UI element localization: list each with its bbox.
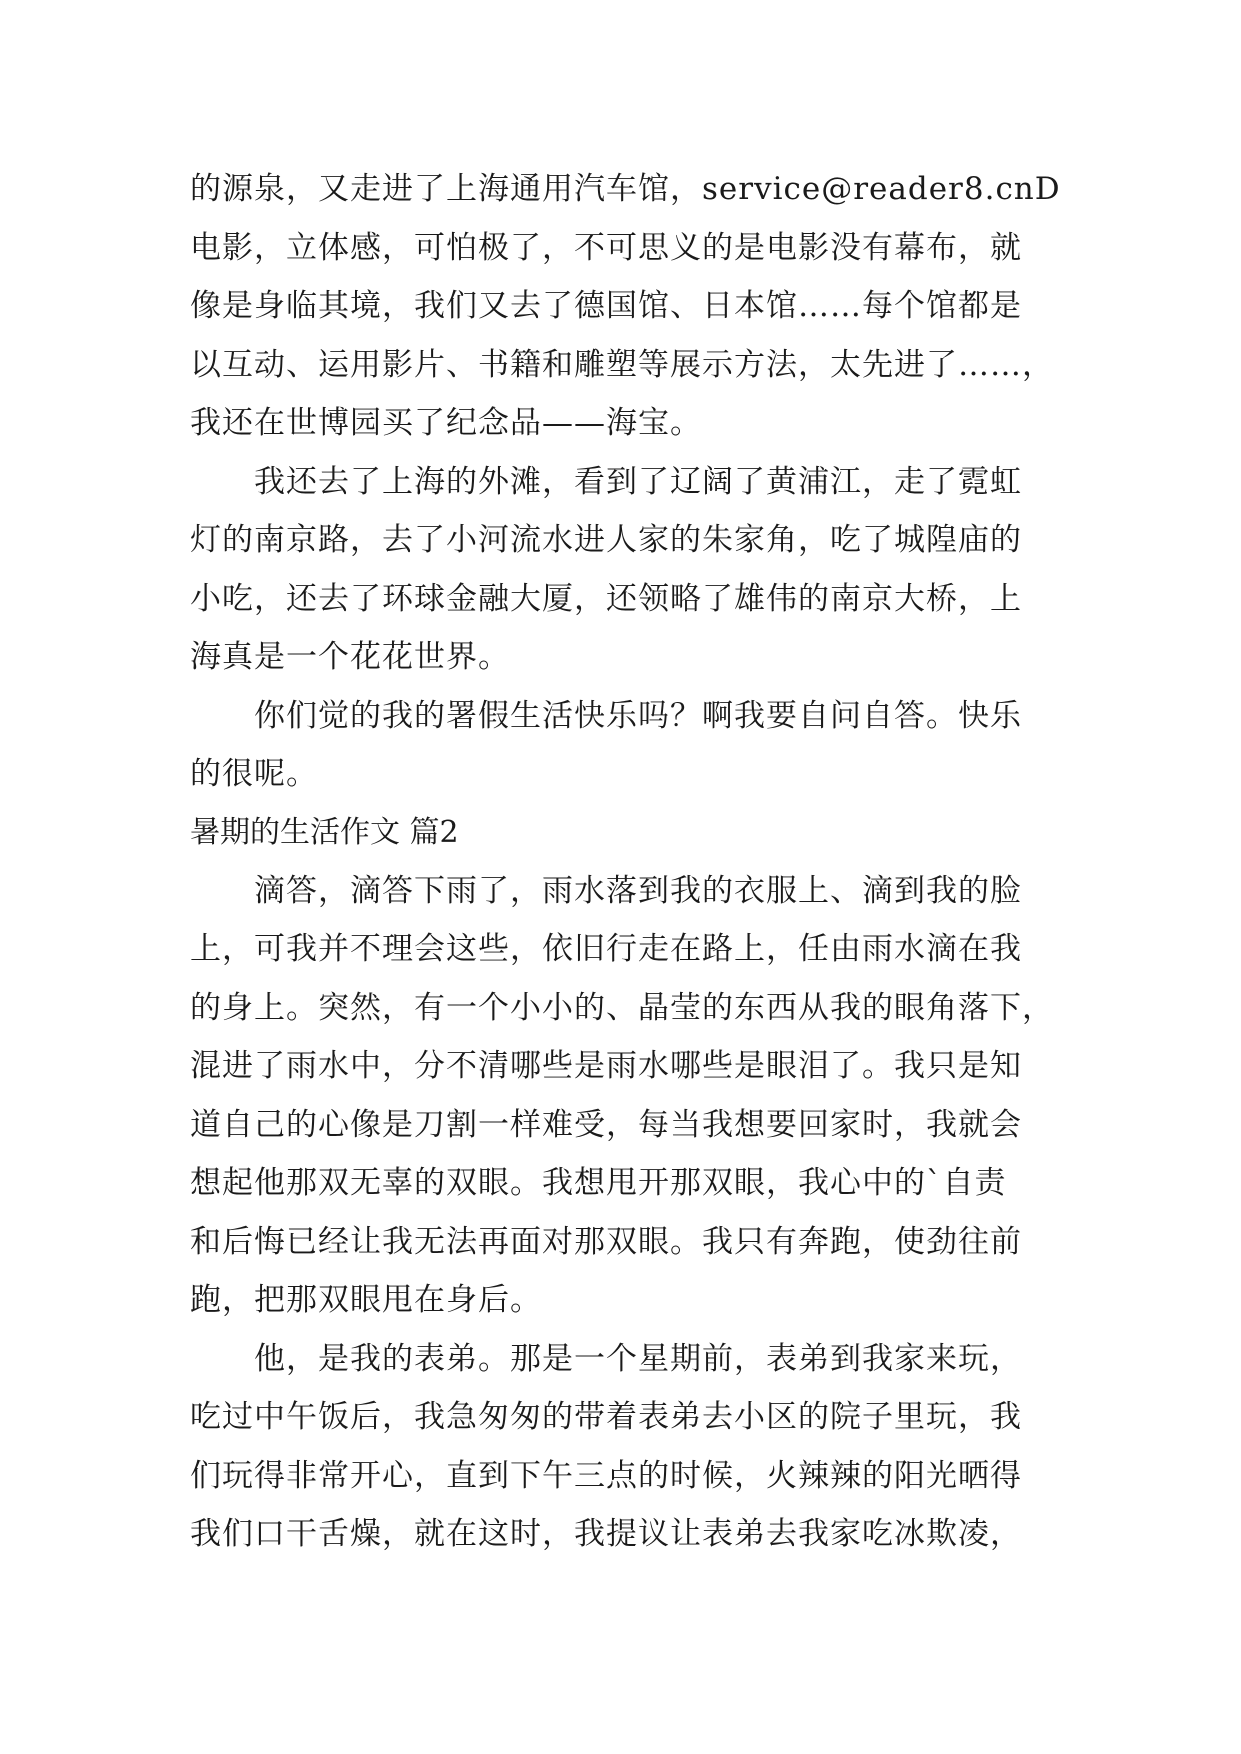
text-line: 滴答，滴答下雨了，雨水落到我的衣服上、滴到我的脸: [254, 872, 1022, 909]
text-line: 道自己的心像是刀割一样难受，每当我想要回家时，我就会: [190, 1106, 1022, 1143]
text-line: 混进了雨水中，分不清哪些是雨水哪些是眼泪了。我只是知: [190, 1048, 1022, 1084]
text-line: 的源泉，又走进了上海通用汽车馆，service@reader8.cnD: [190, 171, 1061, 207]
paragraph-3: [190, 687, 1050, 804]
text-line: 海真是一个花花世界。: [190, 639, 510, 675]
text-line: 的很呢。: [190, 756, 318, 792]
paragraph-4: [190, 862, 1054, 1330]
text-line: 他，是我的表弟。那是一个星期前，表弟到我家来玩，: [254, 1340, 1022, 1377]
text-line: 们玩得非常开心，直到下午三点的时候，火辣辣的阳光晒得: [190, 1457, 1022, 1494]
text-line: 以互动、运用影片、书籍和雕塑等展示方法，太先进了……，: [190, 346, 1054, 383]
text-line: 小吃，还去了环球金融大厦，还领略了雄伟的南京大桥，上: [190, 580, 1022, 617]
text-line: 的身上。突然，有一个小小的、晶莹的东西从我的眼角落下，: [190, 989, 1054, 1026]
text-line: 跑，把那双眼甩在身后。: [190, 1282, 542, 1318]
text-line: 吃过中午饭后，我急匆匆的带着表弟去小区的院子里玩，我: [190, 1399, 1022, 1435]
text-line: 想起他那双无辜的双眼。我想甩开那双眼，我心中的`自责: [190, 1165, 1007, 1201]
text-line: 我还去了上海的外滩，看到了辽阔了黄浦江，走了霓虹: [254, 463, 1022, 500]
text-line: 你们觉的我的署假生活快乐吗？啊我要自问自答。快乐: [254, 697, 1022, 734]
text-line: 电影，立体感，可怕极了，不可思义的是电影没有幕布，就: [190, 229, 1022, 266]
text-line: 我们口干舌燥，就在这时，我提议让表弟去我家吃冰欺凌，: [190, 1516, 1022, 1552]
paragraph-2: [190, 453, 1050, 687]
document-page: [190, 160, 1061, 1564]
text-line: 我还在世博园买了纪念品——海宝。: [190, 405, 702, 441]
text-line: 和后悔已经让我无法再面对那双眼。我只有奔跑，使劲往前: [190, 1223, 1022, 1260]
section-heading: 暑期的生活作文 篇2: [190, 814, 459, 850]
text-line: 灯的南京路，去了小河流水进人家的朱家角，吃了城隍庙的: [190, 522, 1022, 558]
text-line: 像是身临其境，我们又去了德国馆、日本馆……每个馆都是: [190, 288, 1022, 324]
text-line: 上，可我并不理会这些，依旧行走在路上，任由雨水滴在我: [190, 931, 1022, 967]
paragraph-1: [190, 160, 1061, 453]
paragraph-5: [190, 1330, 1050, 1564]
